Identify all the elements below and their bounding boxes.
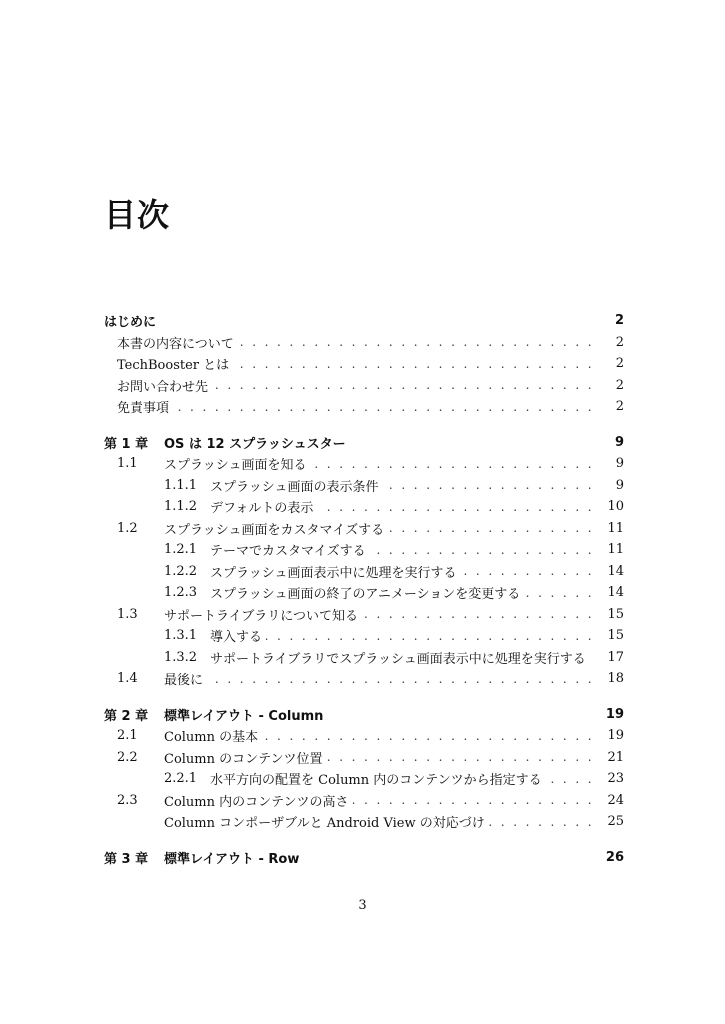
toc-page: 14 — [607, 563, 624, 579]
toc-page: 9 — [615, 456, 624, 472]
toc-section[interactable] — [104, 790, 624, 812]
toc-page: 25 — [607, 814, 624, 830]
toc-subsection[interactable] — [104, 496, 624, 518]
toc-page: 11 — [607, 542, 624, 558]
toc-entry[interactable] — [104, 375, 624, 397]
toc-leader — [388, 521, 594, 535]
toc-page: 14 — [607, 585, 624, 601]
toc-leader — [327, 750, 595, 764]
subsection-number: 1.1.1 — [164, 477, 198, 493]
toc-chapter-1[interactable] — [104, 432, 624, 454]
toc-leader — [546, 772, 594, 786]
toc-entry[interactable] — [104, 396, 624, 418]
toc-subsection[interactable] — [104, 647, 624, 669]
toc-subsection[interactable] — [104, 561, 624, 583]
subsection-number: 1.2.2 — [164, 563, 198, 579]
toc-chapter-3[interactable] — [104, 847, 624, 869]
toc-page: 11 — [607, 520, 624, 536]
toc-leader — [207, 672, 594, 686]
toc-page: 15 — [607, 606, 624, 622]
section-number: 1.4 — [117, 671, 138, 687]
toc-leader — [233, 357, 594, 371]
chapter-title: 標準レイアウト - Row — [164, 851, 300, 867]
subsection-number: 1.3.1 — [164, 628, 198, 644]
toc-page: 21 — [607, 749, 624, 765]
toc-page: 2 — [614, 313, 624, 329]
toc-page: 9 — [615, 477, 624, 493]
toc-entry-introduction[interactable] — [104, 310, 624, 332]
toc-page: 26 — [605, 849, 624, 865]
toc-leader — [262, 729, 594, 743]
table-of-contents — [104, 310, 624, 868]
toc-page: 19 — [605, 706, 624, 722]
toc-leader — [460, 564, 594, 578]
toc-label: お問い合わせ先 — [117, 379, 209, 395]
chapter-title: OS は 12 スプラッシュスター — [164, 436, 346, 452]
toc-page: 9 — [614, 434, 624, 450]
toc-label: スプラッシュ画面をカスタマイズする — [164, 522, 385, 538]
section-number: 2.1 — [117, 728, 138, 744]
toc-label: Column のコンテンツ位置 — [164, 751, 323, 767]
toc-entry[interactable] — [104, 353, 624, 375]
toc-label: デフォルトの表示 — [210, 501, 314, 517]
toc-label: 水平方向の配置を Column 内のコンテンツから指定する — [210, 773, 542, 789]
subsection-number: 1.2.1 — [164, 542, 198, 558]
toc-page: 19 — [607, 728, 624, 744]
toc-label: 最後に — [164, 673, 204, 689]
toc-label: Column 内のコンテンツの高さ — [164, 794, 349, 810]
toc-label: テーマでカスタマイズする — [210, 544, 366, 560]
page-number: 3 — [358, 898, 367, 913]
toc-leader — [173, 400, 594, 414]
toc-subsection[interactable] — [104, 625, 624, 647]
toc-leader — [489, 815, 594, 829]
chapter-number: 第 3 章 — [104, 851, 149, 867]
section-number: 1.2 — [117, 520, 138, 536]
toc-leader — [317, 500, 594, 514]
toc-page: 24 — [607, 792, 624, 808]
toc-subsection[interactable] — [104, 539, 624, 561]
toc-label: スプラッシュ画面を知る — [164, 458, 307, 474]
toc-leader — [362, 607, 594, 621]
subsection-number: 1.3.2 — [164, 649, 198, 665]
toc-chapter-2[interactable] — [104, 704, 624, 726]
toc-page: 2 — [615, 334, 624, 350]
chapter-number: 第 1 章 — [104, 436, 149, 452]
subsection-number: 1.2.3 — [164, 585, 198, 601]
toc-section[interactable] — [104, 668, 624, 690]
toc-label: Column コンポーザブルと Android View の対応づけ — [164, 816, 485, 832]
toc-leader — [266, 629, 594, 643]
toc-entry[interactable] — [104, 332, 624, 354]
toc-section[interactable] — [104, 453, 624, 475]
toc-leader — [382, 478, 594, 492]
page-title: 目次 — [104, 196, 171, 234]
section-number: 1.3 — [117, 606, 138, 622]
toc-page: 18 — [607, 671, 624, 687]
section-number: 2.3 — [117, 792, 138, 808]
toc-leader — [238, 335, 594, 349]
subsection-number: 2.2.1 — [164, 771, 198, 787]
toc-label: 免責事項 — [117, 401, 170, 417]
toc-label: スプラッシュ画面表示中に処理を実行する — [210, 565, 457, 581]
toc-subsection[interactable] — [104, 768, 624, 790]
toc-page: 23 — [607, 771, 624, 787]
toc-label: 本書の内容について — [117, 336, 234, 352]
toc-leader — [353, 793, 595, 807]
toc-leader — [310, 457, 594, 471]
toc-label: はじめに — [104, 315, 157, 331]
toc-section[interactable] — [104, 604, 624, 626]
toc-page: 17 — [607, 649, 624, 665]
toc-page: 2 — [615, 356, 624, 372]
subsection-number: 1.1.2 — [164, 499, 198, 515]
toc-label: サポートライブラリでスプラッシュ画面表示中に処理を実行する — [210, 651, 586, 667]
toc-section[interactable] — [104, 811, 624, 833]
chapter-number: 第 2 章 — [104, 708, 149, 724]
section-number: 1.1 — [117, 456, 138, 472]
chapter-title: 標準レイアウト - Column — [164, 708, 324, 724]
toc-subsection[interactable] — [104, 475, 624, 497]
toc-section[interactable] — [104, 725, 624, 747]
toc-label: 導入する — [210, 630, 263, 646]
toc-section[interactable] — [104, 518, 624, 540]
toc-label: スプラッシュ画面の表示条件 — [210, 479, 379, 495]
toc-leader — [212, 378, 594, 392]
toc-page: 2 — [615, 377, 624, 393]
toc-page: 2 — [615, 399, 624, 415]
toc-label: Column の基本 — [164, 730, 259, 746]
toc-subsection[interactable] — [104, 582, 624, 604]
toc-page: 15 — [607, 628, 624, 644]
toc-leader — [370, 543, 594, 557]
toc-label: スプラッシュ画面の終了のアニメーションを変更する — [210, 587, 521, 603]
section-number: 2.2 — [117, 749, 138, 765]
toc-leader — [524, 586, 594, 600]
toc-section[interactable] — [104, 747, 624, 769]
toc-label: サポートライブラリについて知る — [164, 608, 358, 624]
toc-page: 10 — [607, 499, 624, 515]
toc-label: TechBooster とは — [117, 358, 230, 374]
